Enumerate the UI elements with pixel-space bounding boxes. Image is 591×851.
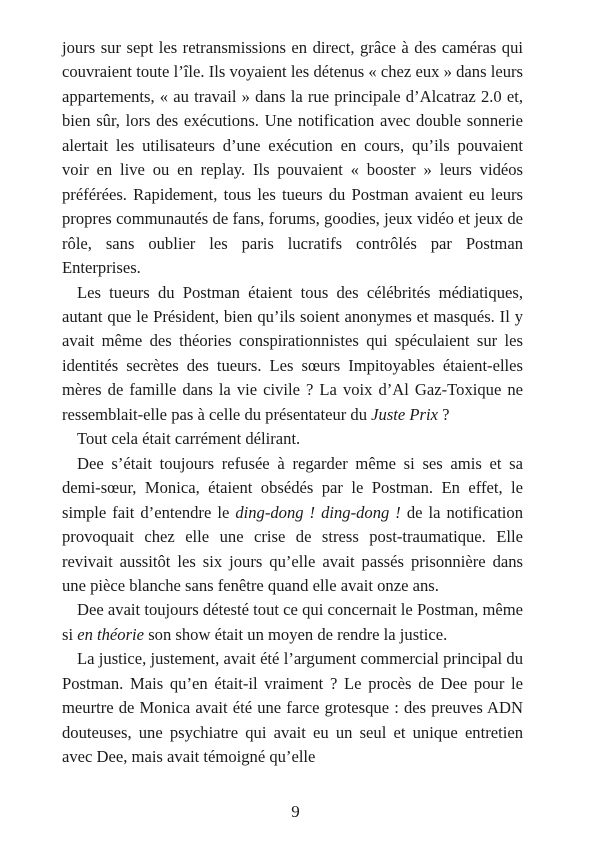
paragraph-2 [62, 281, 523, 428]
text-segment: ? [437, 404, 450, 424]
text-segment: Dee avait toujours détesté tout ce qui concernait le Postman, même si [62, 600, 523, 644]
book-page-body [62, 36, 523, 770]
paragraph-6 [62, 647, 523, 769]
text-segment: Dee s’était toujours refusée à regarder même si ses amis et sa demi-sœur, Monica, étaient obsédés par le Postman. En effet, le simple fait d’entendre le [62, 453, 523, 522]
text-segment: Tout cela était carrément délirant. [77, 429, 301, 449]
text-segment: jours sur sept les retransmissions en direct, grâce à des caméras qui couvraient toute l’île. Ils voyaient les détenus « chez eux » dans leurs appartements, « au travail » dans la rue principale d’Alcatraz 2.0 et, bien sûr, lors des exécutions. Une notification avec double sonnerie alertait les utilisateurs d’une exécution en cours, qu’ils pouvaient voir en live ou en replay. Ils pouvaient « booster » leurs vidéos préférées. Rapidement, tous les tueurs du Postman avaient eu leurs propres communautés de fans, forums, goodies, jeux vidéo et jeux de rôle, sans oublier les paris lucratifs contrôlés par Postman Enterprises. [62, 38, 523, 278]
text-segment: Les tueurs du Postman étaient tous des célébrités médiatiques, autant que le Président, bien qu’ils soient anonymes et masqués. Il y avait même des théories conspirationnistes qui spéculaient sur les identités secrètes des tueurs. Les sœurs Impitoyables étaient-elles mères de famille dans la vie civile ? La voix d’Al Gaz-Toxique ne ressemblait-elle pas à celle du présentateur du [62, 282, 523, 424]
text-segment: La justice, justement, avait été l’argument commercial principal du Postman. Mais qu’en était-il vraiment ? Le procès de Dee pour le meurtre de Monica avait été une farce grotesque : des preuves ADN douteuses, une psychiatre qui avait eu un seul et unique entretien avec Dee, mais avait témoigné qu’elle [62, 649, 523, 767]
italic-sound: ding-dong ! ding-dong ! [235, 502, 401, 522]
page-number: 9 [291, 802, 300, 821]
paragraph-5 [62, 598, 523, 647]
paragraph-4 [62, 452, 523, 599]
paragraph-1 [62, 36, 523, 281]
text-segment: son show était un moyen de rendre la justice. [144, 624, 448, 644]
italic-emphasis: en théorie [77, 624, 145, 644]
paragraph-3 [62, 427, 523, 451]
text-segment: de la notification provoquait chez elle une crise de stress post-traumatique. Elle revivait aussitôt les six jours qu’elle avait passés prisonnière dans une pièce blanche sans fenêtre quand elle avait onze ans. [62, 502, 524, 595]
italic-title: Juste Prix [371, 404, 438, 424]
